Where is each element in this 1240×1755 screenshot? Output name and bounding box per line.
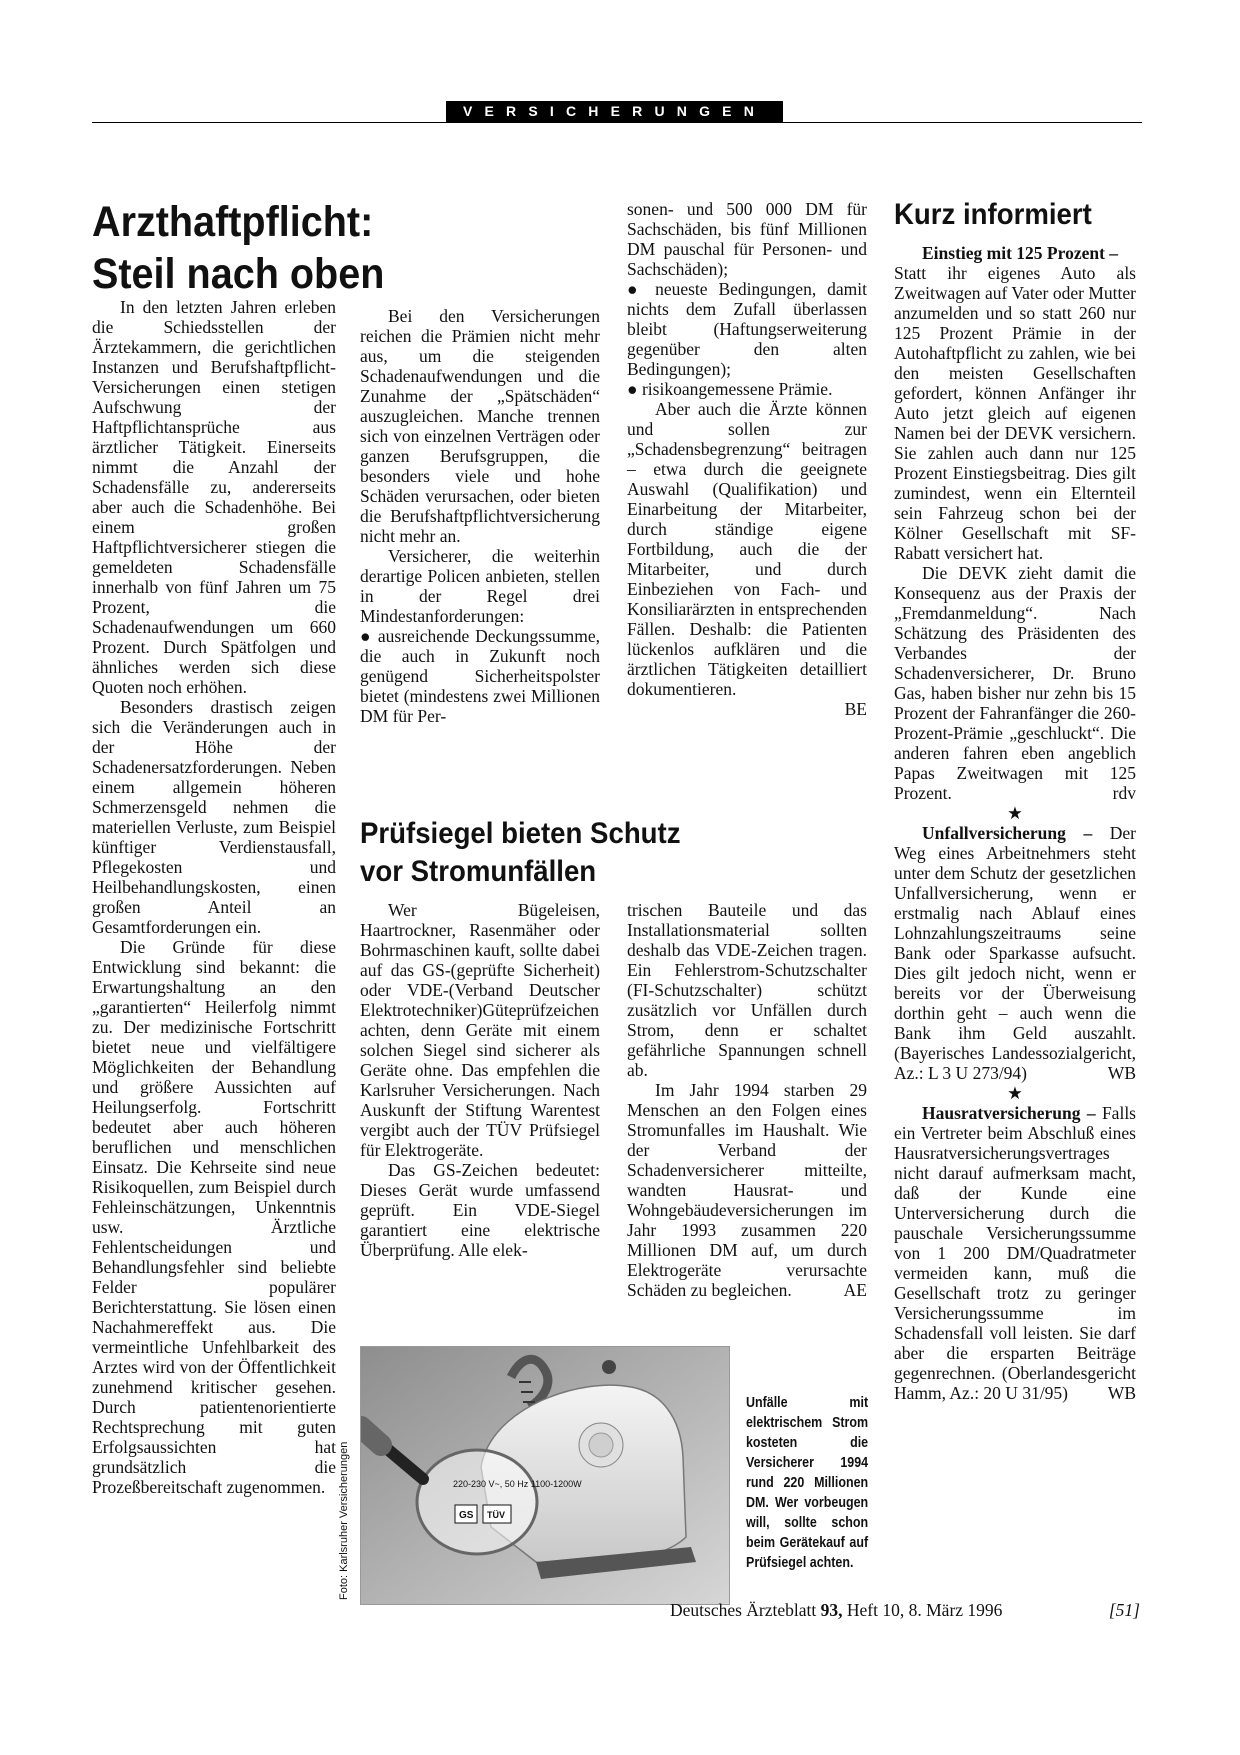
- news-lead: Hausratversicherung –: [922, 1103, 1096, 1123]
- paragraph: In den letzten Jahren erleben die Schiedsstellen der Ärztekammern, die gerichtlichen Instanzen und Berufshaftpflicht-Versicherungen einen stetigen Aufschwung der Haftpflichtansprüche aus ärztlicher Tätigkeit. Einerseits nimmt die Anzahl der Schadensfälle zu, andererseits aber auch die Schadenhöhe. Bei einem großen Haftpflichtversicherer stiegen die gemeldeten Schadensfälle innerhalb von fünf Jahren um 75 Prozent, die Schadenaufwendungen um 660 Prozent. Durch Spätfolgen und ähnliches werden sich diese Quoten noch erhöhen.: [92, 297, 336, 697]
- paragraph: Bei den Versicherungen reichen die Prämien nicht mehr aus, um die steigenden Schadenaufwendungen und die Zunahme der „Spätschäden“ auszugleichen. Manche trennen sich von einzelnen Verträgen oder ganzen Berufsgruppen, die besonders viele und hohe Schäden verursachen, oder bieten die Berufshaftpflichtversicherung nicht mehr an.: [360, 306, 600, 546]
- svg-text:GS: GS: [459, 1510, 474, 1521]
- news-text: Falls ein Vertreter beim Abschluß eines Hausratversicherungsvertrages nicht darauf aufmerksam macht, daß der Kunde eine Unterversicherung durch die pauschale Versicherungssumme von 1 200 DM/Quadratmeter vermeiden kann, muß die Gesellschaft trotz zu geringer Versicherungssumme im Schadensfall voll leisten. Sie darf aber die ersparten Beiträge gegenrechnen. (Oberlandesgericht Hamm, Az.: 20 U 31/95): [894, 1103, 1136, 1403]
- bullet-text: ausreichende Deckungssumme, die auch in Zukunft noch genügend Sicherheitspolster bietet (mindestens zwei Millionen DM für Per-: [360, 626, 601, 726]
- news-paragraph: [894, 563, 1136, 803]
- article2-column-1: [360, 900, 600, 1260]
- article1-column-2: [360, 306, 600, 726]
- article-headline: [92, 196, 460, 300]
- journal-issue: Heft 10, 8. März 1996: [846, 1600, 1003, 1620]
- paragraph: Das GS-Zeichen bedeutet: Dieses Gerät wurde umfassend geprüft. Ein VDE-Siegel garantiert eine elektrische Überprüfung. Alle elek-: [360, 1160, 600, 1260]
- author-signature: WB: [1107, 1383, 1136, 1403]
- paragraph: Aber auch die Ärzte können und sollen zur „Schadensbegrenzung“ beitragen – etwa durch die geeignete Auswahl (Qualifikation) und Einarbeitung der Mitarbeiter, durch ständige eigene Fortbildung, auch die der Mitarbeiter, und durch Einbeziehen von Fach- und Konsiliarärzten in entsprechenden Fällen. Deshalb: die Patienten lückenlos aufklären und die ärztlichen Tätigkeiten detailliert dokumentieren.: [627, 399, 867, 699]
- paragraph: Versicherer, die weiterhin derartige Policen anbieten, stellen in der Regel drei Mindestanforderungen:: [360, 546, 600, 626]
- photo-caption: Unfälle mit elektrischem Strom kosteten die Versicherer 1994 rund 220 Millionen DM. Wer vorbeugen will, sollte schon beim Gerätekauf auf Prüfsiegel achten.: [746, 1395, 869, 1571]
- news-text: Der Weg eines Arbeitnehmers steht unter dem Schutz der gesetzlichen Unfallversicherung, wenn er erstmalig nach Ablauf eines Lohnzahlungszeitraums seine Bank oder Sparkasse aufsucht. Dies gilt jedoch nicht, wenn er bereits vor der Überweisung dorthin geht – auch wenn die Bank ihm Geld auszahlt. (Bayerisches Landessozialgericht, Az.: L 3 U 273/94): [894, 823, 1136, 1083]
- page-footer: [670, 1600, 1140, 1621]
- author-signature: AE: [843, 1280, 867, 1300]
- tuv-mark: TÜV: [487, 1510, 505, 1520]
- photo-credit-text: Foto: Karlsruher Versicherungen: [338, 1441, 350, 1600]
- author-signature: WB: [1107, 1063, 1136, 1083]
- author-signature: rdv: [1112, 783, 1136, 803]
- news-item: [894, 823, 1136, 1083]
- rating-label: 220-230 V~, 50 Hz 1100-1200W: [453, 1479, 582, 1489]
- bullet-item: [627, 279, 867, 379]
- article2-column-2: [627, 900, 867, 1300]
- bullet-item: [360, 626, 600, 726]
- paragraph: Besonders drastisch zeigen sich die Veränderungen auch in der Höhe der Schadenersatzforderungen. Neben einem allgemein höheren Schmerzensgeld nehmen die materiellen Verluste, zum Beispiel künftiger Verdienstausfall, Pflegekosten und Heilbehandlungskosten, einen großen Anteil an Gesamtforderungen ein.: [92, 697, 336, 937]
- article2-headline: [360, 815, 783, 891]
- paragraph: Wer Bügeleisen, Haartrockner, Rasenmäher oder Bohrmaschinen kauft, sollte dabei auf das GS-(geprüfte Sicherheit) oder VDE-(Verband Deutscher Elektrotechniker)Güteprüfzeichen achten, denn Geräte mit einem solchen Siegel sind sicherer als Geräte ohne. Das empfehlen die Karlsruher Versicherungen. Nach Auskunft der Stiftung Warentest vergibt auch der TÜV Prüfsiegel für Elektrogeräte.: [360, 900, 600, 1160]
- article1-column-3: [627, 199, 867, 719]
- star-separator: ★: [1007, 1083, 1023, 1103]
- news-lead: Unfallversicherung –: [922, 823, 1093, 843]
- iron-illustration: [361, 1347, 729, 1604]
- headline-line-1: Arzthaftpflicht:: [92, 198, 374, 246]
- paragraph: Die Gründe für diese Entwicklung sind bekannt: die Erwartungshaltung an den „garantierten“ Heilerfolg nimmt zu. Der medizinische Fortschritt bietet neue und vielfältigere Möglichkeiten der Behandlung und größere Aussichten auf Heilungserfolg. Fortschritt bedeutet aber auch höheren beruflichen und menschlichen Einsatz. Die Kehrseite sind neue Risikoquellen, zum Beispiel durch Fehleinschätzungen, Unkenntnis usw. Ärztliche Fehlentscheidungen und Behandlungsfehler sind beliebte Felder populärer Berichterstattung. Sie lösen einen Nachahmereffekt aus. Die vermeintliche Unfehlbarkeit des Arztes wird von der Öffentlichkeit zunehmend kritischer gesehen. Durch patientenorientierte Rechtsprechung mit guten Erfolgsaussichten hat grundsätzlich die Prozeßbereitschaft zugenommen.: [92, 937, 336, 1497]
- headline-line-1: Prüfsiegel bieten Schutz: [360, 817, 681, 850]
- top-rule: [92, 122, 1142, 123]
- paragraph-text: Im Jahr 1994 starben 29 Menschen an den Folgen eines Stromunfalles im Haushalt. Wie der Verband der Schadenversicherer mitteilte, wandten Hausrat- und Wohngebäudeversicherungen im Jahr 1993 zusammen 220 Millionen DM auf, um durch Elektrogeräte verursachte Schäden zu begleichen.: [627, 1080, 867, 1300]
- bullet-continuation: sonen- und 500 000 DM für Sachschäden, bis fünf Millionen DM pauschal für Personen- und Sachschäden);: [627, 199, 867, 279]
- sidebar-column: [894, 243, 1136, 1403]
- section-tag: VERSICHERUNGEN: [446, 101, 783, 122]
- author-signature: BE: [844, 699, 867, 719]
- page-number: [51]: [1108, 1600, 1140, 1620]
- headline-line-2: Steil nach oben: [92, 250, 385, 298]
- star-separator: ★: [1007, 803, 1023, 823]
- headline-line-2: vor Stromunfällen: [360, 855, 597, 888]
- bullet-item: [627, 379, 867, 399]
- journal-name: Deutsches Ärzteblatt: [670, 1600, 817, 1620]
- bullet-text: neueste Bedingungen, damit nichts dem Zufall überlassen bleibt (Haftungserweiterung gegenüber den alten Bedingungen);: [627, 279, 867, 379]
- paragraph: trischen Bauteile und das Installationsmaterial sollten deshalb das VDE-Zeichen tragen. Ein Fehlerstrom-Schutzschalter (FI-Schutzschalter) schützt zusätzlich vor Unfällen durch Strom, denn er schaltet gefährliche Spannungen schnell ab.: [627, 900, 867, 1080]
- news-item: [894, 243, 1136, 563]
- bullet-text: risikoangemessene Prämie.: [641, 379, 833, 399]
- news-item: [894, 1103, 1136, 1403]
- paragraph: [627, 1080, 867, 1300]
- iron-photo: [360, 1346, 730, 1605]
- news-text: Statt ihr eigenes Auto als Zweitwagen auf Vater oder Mutter anzumelden und so statt 260 nur 125 Prozent Prämie in der Autohaftpflicht zu zahlen, wie bei den meisten Gesellschaften gefordert, können Anfänger ihr Auto jetzt gleich auf eigenen Namen bei der DEVK versichern. Sie zahlen auch dann nur 125 Prozent Einstiegsbeitrag. Dies gilt zumindest, wenn ein Elternteil sein Fahrzeug schon bei der Kölner Gesellschaft mit SF-Rabatt versichert hat.: [894, 263, 1136, 563]
- news-lead: Einstieg mit 125 Prozent –: [922, 243, 1119, 263]
- article1-column-1: [92, 297, 336, 1497]
- journal-volume: 93,: [820, 1600, 843, 1620]
- news-text: Die DEVK zieht damit die Konsequenz aus der Praxis der „Fremdanmeldung“. Nach Schätzung des Präsidenten des Verbandes der Schadenversicherer, Dr. Bruno Gas, haben bisher nur zehn bis 15 Prozent der Fahranfänger die 260-Prozent-Prämie „geschluckt“. Die anderen fahren eben angeblich Papas Zweitwagen mit 125 Prozent.: [894, 563, 1136, 803]
- sidebar-title: Kurz informiert: [894, 198, 1092, 231]
